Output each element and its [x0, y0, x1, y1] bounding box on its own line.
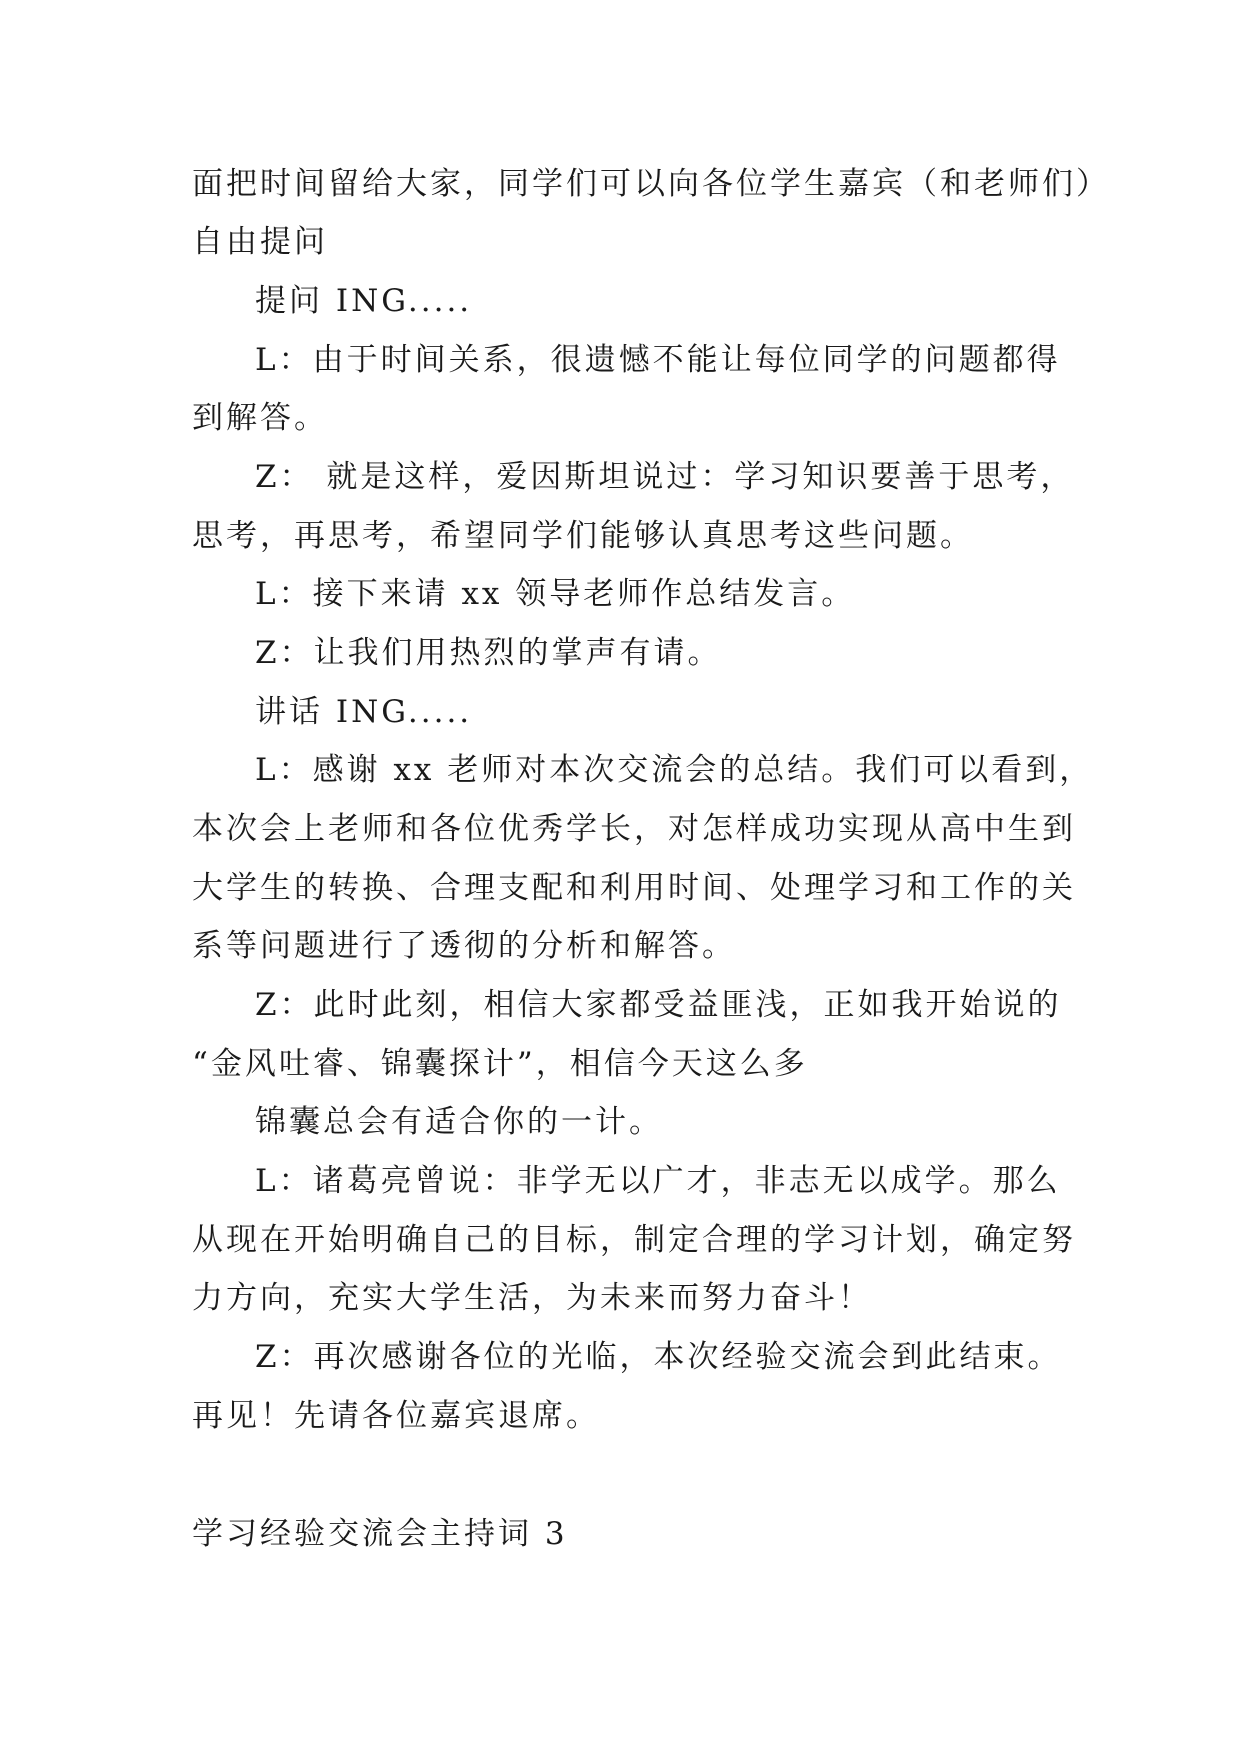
text-line: L：由于时间关系，很遗憾不能让每位同学的问题都得: [255, 342, 1061, 378]
text-line: L：感谢 xx 老师对本次交流会的总结。我们可以看到，: [255, 752, 1094, 788]
section-heading: 学习经验交流会主持词 3: [192, 1516, 568, 1552]
text-line: L：诸葛亮曾说：非学无以广才，非志无以成学。那么: [255, 1163, 1061, 1199]
text-line: 锦囊总会有适合你的一计。: [255, 1104, 663, 1140]
text-line: 系等问题进行了透彻的分析和解答。: [192, 928, 736, 964]
text-line: Z： 就是这样，爱因斯坦说过：学习知识要善于思考，: [255, 459, 1075, 495]
text-line: 思考，再思考，希望同学们能够认真思考这些问题。: [192, 518, 974, 554]
text-line: 自由提问: [192, 224, 328, 260]
text-line: 提问 ING.....: [255, 283, 473, 319]
text-line: Z：让我们用热烈的掌声有请。: [255, 635, 722, 671]
text-line: 大学生的转换、合理支配和利用时间、处理学习和工作的关: [192, 870, 1076, 906]
text-line: 面把时间留给大家，同学们可以向各位学生嘉宾（和老师们）: [192, 166, 1110, 202]
text-line: 本次会上老师和各位优秀学长，对怎样成功实现从高中生到: [192, 811, 1076, 847]
text-line: 力方向，充实大学生活，为未来而努力奋斗！: [192, 1280, 872, 1316]
text-line: Z：此时此刻，相信大家都受益匪浅，正如我开始说的: [255, 987, 1062, 1023]
text-line: L：接下来请 xx 领导老师作总结发言。: [255, 576, 856, 612]
text-line: “金风吐睿、锦囊探计”，相信今天这么多: [192, 1046, 808, 1082]
text-line: 到解答。: [192, 400, 328, 436]
text-line: 从现在开始明确自己的目标，制定合理的学习计划，确定努: [192, 1222, 1076, 1258]
text-line: Z：再次感谢各位的光临，本次经验交流会到此结束。: [255, 1339, 1062, 1375]
text-line: 再见！先请各位嘉宾退席。: [192, 1398, 600, 1434]
text-line: 讲话 ING.....: [255, 694, 473, 730]
